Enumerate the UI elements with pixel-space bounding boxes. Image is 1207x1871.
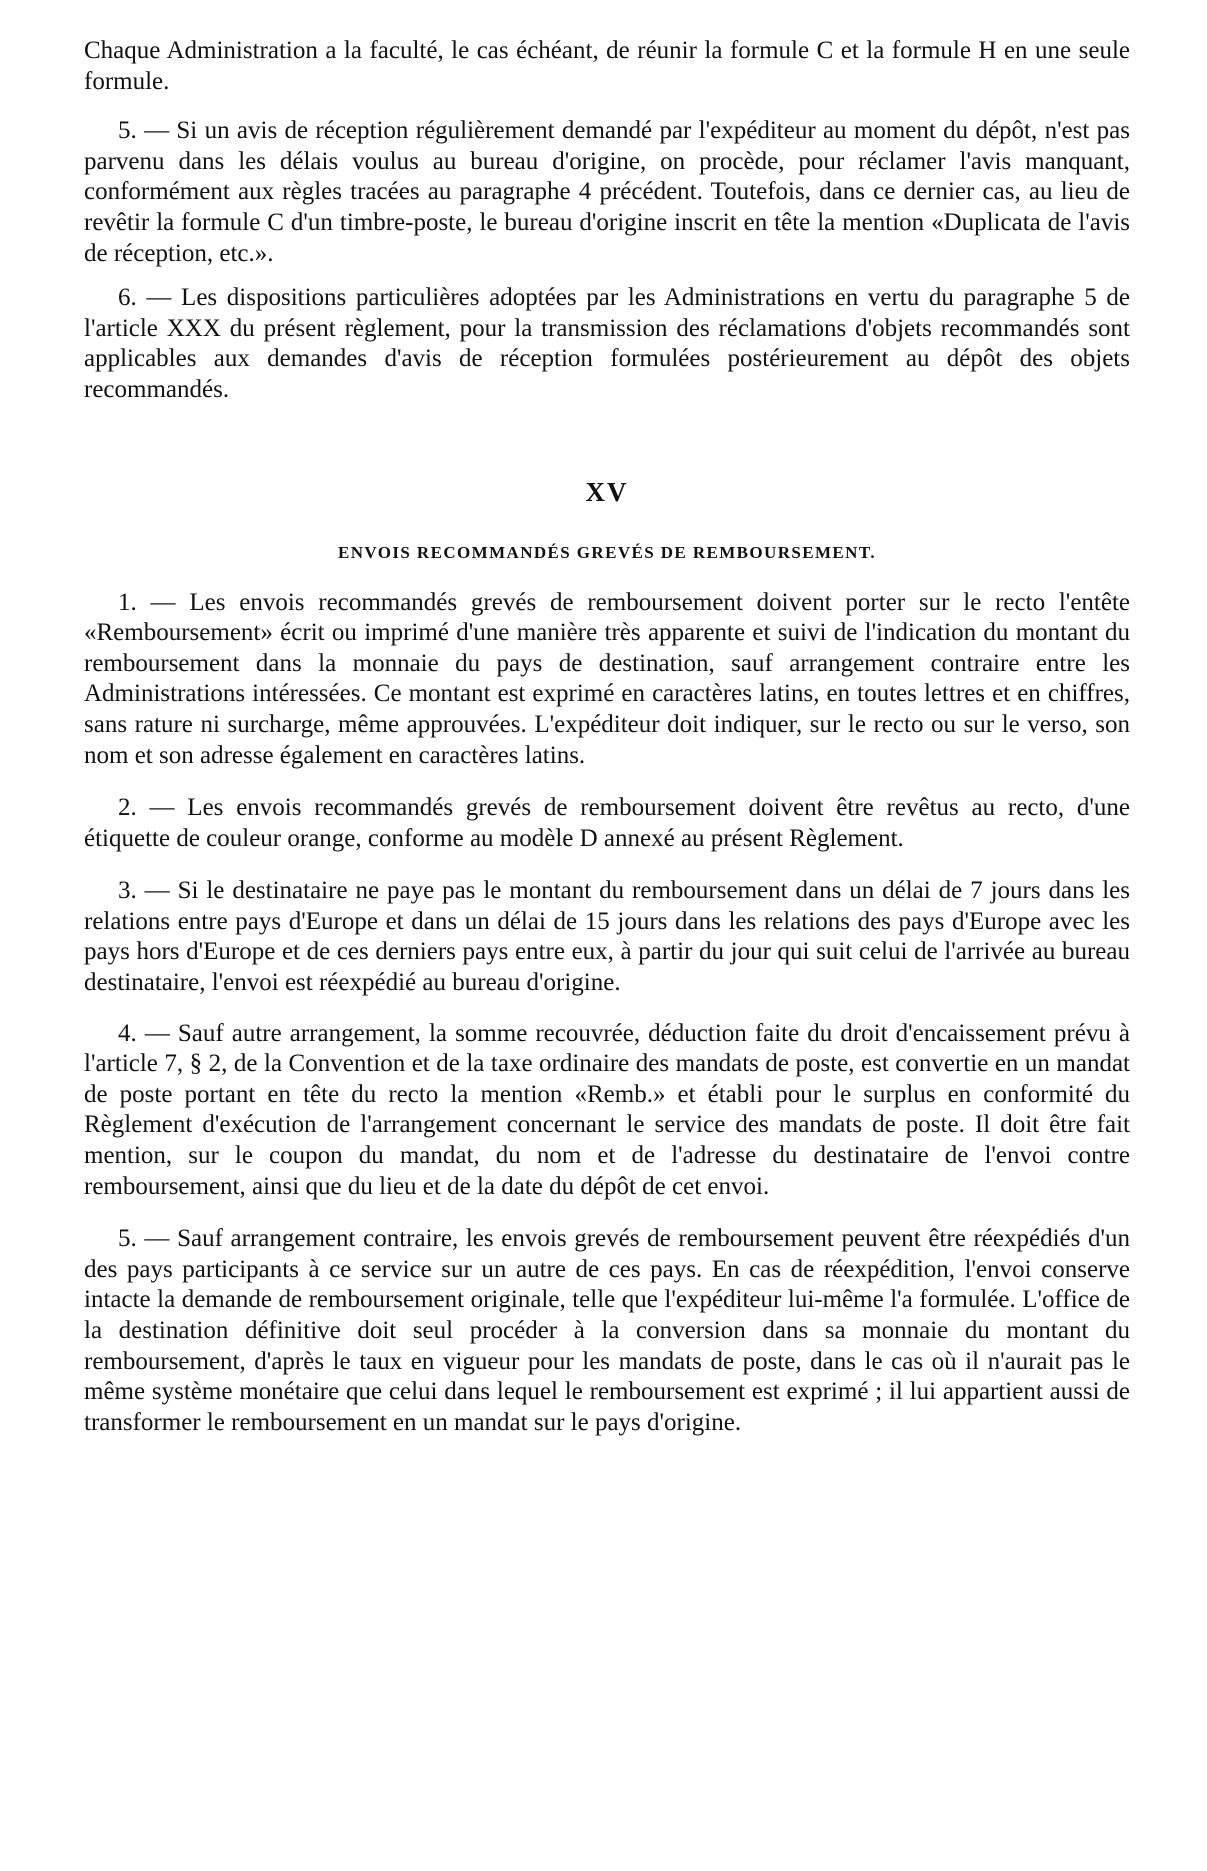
paragraph-number: 2. <box>118 794 137 822</box>
paragraph-text: — Si un avis de réception régulièrement demandé par l'expéditeur au moment du dépôt, n'est pas parvenu dans les délais voulus au bureau d'origine, on procède, pour réclamer l'avis manquant, conformément aux règles tracées au paragraphe 4 précédent. Toutefois, dans ce dernier cas, au lieu de revêtir la formule C d'un timbre-poste, le bureau d'origine inscrit en tête la mention «Duplicata de l'avis de réception, etc.». <box>84 117 1131 267</box>
paragraph-text: — Si le destinataire ne paye pas le montant du remboursement dans un délai de 7 jours dans les relations entre pays d'Europe et dans un délai de 15 jours dans les relations des pays d'Europe avec les pays hors d'Europe et de ces derniers pays entre eux, à partir du jour qui suit celui de l'arrivée au bureau destinataire, l'envoi est réexpédié au bureau d'origine. <box>84 877 1131 997</box>
paragraph-5 <box>84 116 1130 269</box>
section-paragraph-3 <box>84 876 1130 998</box>
paragraph-text: — Les dispositions particulières adoptées par les Administrations en vertu du paragraphe 5 de l'article XXX du présent règlement, pour la transmission des réclamations d'objets recommandés sont applicables aux demandes d'avis de réception formulées postérieurement au dépôt des objets recommandés. <box>84 284 1131 403</box>
paragraph-6 <box>84 283 1130 405</box>
paragraph-text: — Sauf autre arrangement, la somme recouvrée, déduction faite du droit d'encaissement prévu à l'article 7, § 2, de la Convention et de la taxe ordinaire des mandats de poste, est convertie en un mandat de poste portant en tête du recto la mention «Remb.» et établi pour le surplus en conformité du Règlement d'exécution de l'arrangement concernant le service des mandats de poste. Il doit être fait mention, sur le coupon du mandat, du nom et de l'adresse du destinataire de l'envoi contre remboursement, ainsi que du lieu et de la date du dépôt de cet envoi. <box>84 1019 1130 1200</box>
document-page <box>84 36 1130 1438</box>
section-title: ENVOIS RECOMMANDÉS GREVÉS DE REMBOURSEMENT. <box>338 542 876 562</box>
paragraph-number: 3. <box>118 877 137 905</box>
intro-text: Chaque Administration a la faculté, le cas échéant, de réunir la formule C et la formule H en une seule formule. <box>84 37 1130 95</box>
paragraph-number: 1. <box>118 588 137 616</box>
paragraph-text: — Sauf arrangement contraire, les envois grevés de remboursement peuvent être réexpédiés d'un des pays participants à ce service sur un autre de ces pays. En cas de réexpédition, l'envoi conserve intacte la demande de remboursement originale, telle que l'expéditeur lui-même l'a formulée. L'office de la destination définitive doit seul procéder à la conversion dans sa monnaie du montant du remboursement, d'après le taux en vigueur pour les mandats de poste, dans le cas où il n'aurait pas le même système monétaire que celui dans lequel le remboursement est exprimé ; il lui appartient aussi de transformer le remboursement en un mandat sur le pays d'origine. <box>84 1225 1130 1436</box>
paragraph-text: — Les envois recommandés grevés de remboursement doivent porter sur le recto l'entête «Remboursement» écrit ou imprimé d'une manière très apparente et suivi de l'indication du montant du remboursement dans la monnaie du pays de destination, sauf arrangement contraire entre les Administrations intéressées. Ce montant est exprimé en caractères latins, en toutes lettres et en chiffres, sans rature ni surcharge, même approuvées. L'expéditeur doit indiquer, sur le recto ou sur le verso, son nom et son adresse également en caractères latins. <box>84 588 1130 769</box>
paragraph-number: 6. <box>118 284 137 312</box>
section-paragraph-5 <box>84 1224 1130 1438</box>
paragraph-number: 5. <box>118 117 137 145</box>
paragraph-number: 5. <box>118 1225 137 1253</box>
paragraph-number: 4. <box>118 1019 137 1047</box>
section-paragraph-1 <box>84 588 1130 772</box>
intro-paragraph <box>84 36 1130 97</box>
section-number: XV <box>585 476 629 507</box>
paragraph-text: — Les envois recommandés grevés de remboursement doivent être revêtus au recto, d'une étiquette de couleur orange, conforme au modèle D annexé au présent Règlement. <box>84 794 1130 852</box>
section-paragraph-4 <box>84 1019 1130 1203</box>
section-paragraph-2 <box>84 793 1130 854</box>
